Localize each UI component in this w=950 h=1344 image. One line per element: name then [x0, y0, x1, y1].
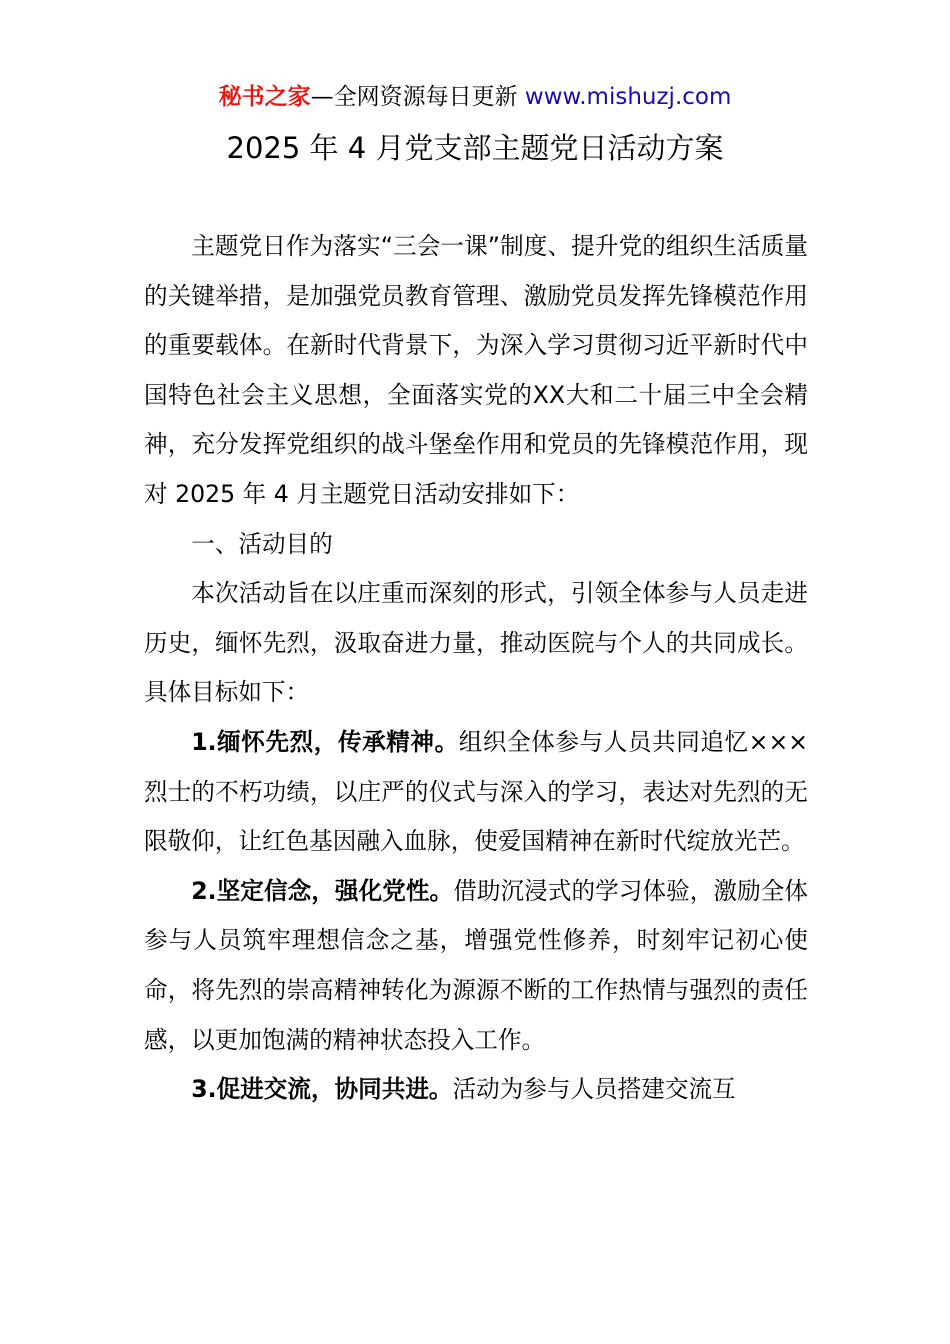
goal-paragraph-3 — [144, 1065, 808, 1115]
goal-text-2: 借助沉浸式的学习体验，激励全体参与人员筑牢理想信念之基，增强党性修养，时刻牢记初心使命，将先烈的崇高精神转化为源源不断的工作热情与强烈的责任感，以更加饱满的精神状态投入工作。 — [144, 876, 808, 1054]
site-url-link[interactable]: www.mishuzj.com — [524, 84, 732, 110]
site-brand: 秘书之家 — [218, 84, 311, 110]
goal-text-1: 组织全体参与人员共同追忆×××烈士的不朽功绩，以庄严的仪式与深入的学习，表达对先烈的无限敬仰，让红色基因融入血脉，使爱国精神在新时代绽放光芒。 — [144, 727, 808, 856]
site-header — [0, 80, 950, 114]
goal-paragraph-1 — [144, 718, 808, 867]
document-body — [144, 222, 808, 1115]
section-heading: 一、活动目的 — [191, 529, 333, 558]
site-tagline: —全网资源每日更新 — [310, 84, 525, 110]
goal-paragraph-2 — [144, 867, 808, 1065]
section-intro-paragraph: 本次活动旨在以庄重而深刻的形式，引领全体参与人员走进历史，缅怀先烈，汲取奋进力量，推动医院与个人的共同成长。具体目标如下： — [144, 579, 808, 707]
intro-paragraph: 主题党日作为落实“三会一课”制度、提升党的组织生活质量的关键举措，是加强党员教育管理、激励党员发挥先锋模范作用的重要载体。在新时代背景下，为深入学习贯彻习近平新时代中国特色社会主义思想，全面落实党的XX大和二十届三中全会精神，充分发挥党组织的战斗堡垒作用和党员的先锋模范作用，现对 2025 年 4 月主题党日活动安排如下： — [144, 232, 808, 508]
goal-heading-3: 3.促进交流，协同共进。 — [191, 1075, 453, 1104]
goal-heading-2: 2.坚定信念，强化党性。 — [191, 876, 454, 905]
goal-heading-1: 1.缅怀先烈，传承精神。 — [191, 727, 459, 756]
goal-text-3: 活动为参与人员搭建交流互 — [452, 1075, 736, 1104]
document-title: 2025 年 4 月党支部主题党日活动方案 — [226, 131, 724, 165]
